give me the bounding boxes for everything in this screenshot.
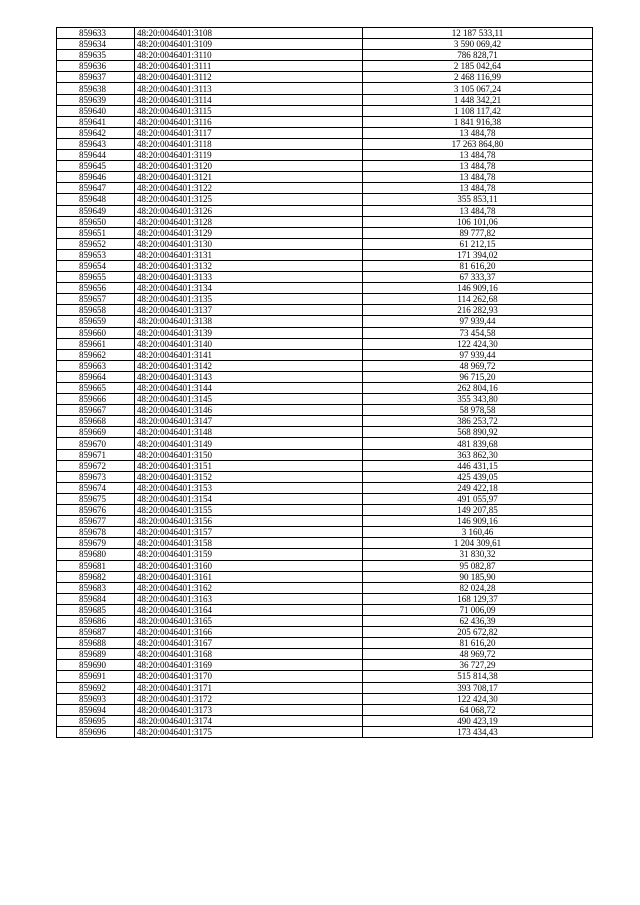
cadastral-value-cell: 355 853,11	[363, 194, 593, 205]
cadastral-value-cell: 515 814,38	[363, 671, 593, 682]
cadastral-number-cell: 48:20:0046401:3112	[135, 72, 363, 83]
row-number-cell: 859693	[57, 693, 135, 704]
row-number-cell: 859642	[57, 127, 135, 138]
cadastral-value-cell: 13 484,78	[363, 205, 593, 216]
row-number-cell: 859659	[57, 316, 135, 327]
cadastral-value-cell: 64 068,72	[363, 704, 593, 715]
cadastral-value-cell: 97 939,44	[363, 316, 593, 327]
cadastral-value-cell: 481 839,68	[363, 438, 593, 449]
cadastral-value-cell: 31 830,32	[363, 549, 593, 560]
cadastral-number-cell: 48:20:0046401:3120	[135, 161, 363, 172]
cadastral-value-cell: 95 082,87	[363, 560, 593, 571]
cadastral-value-cell: 62 436,39	[363, 615, 593, 626]
cadastral-number-cell: 48:20:0046401:3164	[135, 604, 363, 615]
table-row	[57, 427, 593, 438]
table-row	[57, 460, 593, 471]
table-row	[57, 294, 593, 305]
table-row	[57, 649, 593, 660]
cadastral-number-cell: 48:20:0046401:3126	[135, 205, 363, 216]
cadastral-number-cell: 48:20:0046401:3158	[135, 538, 363, 549]
row-number-cell: 859664	[57, 371, 135, 382]
cadastral-value-cell: 1 841 916,38	[363, 116, 593, 127]
cadastral-number-cell: 48:20:0046401:3175	[135, 726, 363, 737]
cadastral-number-cell: 48:20:0046401:3161	[135, 571, 363, 582]
cadastral-number-cell: 48:20:0046401:3141	[135, 349, 363, 360]
cadastral-value-cell: 122 424,30	[363, 338, 593, 349]
row-number-cell: 859696	[57, 726, 135, 737]
cadastral-number-cell: 48:20:0046401:3117	[135, 127, 363, 138]
row-number-cell: 859684	[57, 593, 135, 604]
cadastral-number-cell: 48:20:0046401:3143	[135, 371, 363, 382]
table-row	[57, 205, 593, 216]
row-number-cell: 859675	[57, 493, 135, 504]
cadastral-number-cell: 48:20:0046401:3155	[135, 505, 363, 516]
table-row	[57, 405, 593, 416]
cadastral-number-cell: 48:20:0046401:3137	[135, 305, 363, 316]
row-number-cell: 859647	[57, 183, 135, 194]
table-row	[57, 482, 593, 493]
cadastral-value-cell: 3 160,46	[363, 527, 593, 538]
row-number-cell: 859677	[57, 516, 135, 527]
cadastral-value-cell: 2 185 042,64	[363, 61, 593, 72]
cadastral-value-cell: 81 616,20	[363, 638, 593, 649]
cadastral-number-cell: 48:20:0046401:3108	[135, 28, 363, 39]
table-row	[57, 161, 593, 172]
cadastral-number-cell: 48:20:0046401:3129	[135, 227, 363, 238]
row-number-cell: 859689	[57, 649, 135, 660]
row-number-cell: 859673	[57, 471, 135, 482]
cadastral-number-cell: 48:20:0046401:3133	[135, 272, 363, 283]
row-number-cell: 859692	[57, 682, 135, 693]
cadastral-value-cell: 73 454,58	[363, 327, 593, 338]
table-row	[57, 627, 593, 638]
cadastral-value-cell: 12 187 533,11	[363, 28, 593, 39]
row-number-cell: 859649	[57, 205, 135, 216]
cadastral-number-cell: 48:20:0046401:3139	[135, 327, 363, 338]
row-number-cell: 859679	[57, 538, 135, 549]
cadastral-number-cell: 48:20:0046401:3159	[135, 549, 363, 560]
row-number-cell: 859695	[57, 715, 135, 726]
row-number-cell: 859656	[57, 283, 135, 294]
table-row	[57, 61, 593, 72]
cadastral-value-cell: 363 862,30	[363, 449, 593, 460]
cadastral-number-cell: 48:20:0046401:3174	[135, 715, 363, 726]
table-row	[57, 527, 593, 538]
row-number-cell: 859671	[57, 449, 135, 460]
row-number-cell: 859690	[57, 660, 135, 671]
cadastral-value-cell: 393 708,17	[363, 682, 593, 693]
table-row	[57, 493, 593, 504]
row-number-cell: 859670	[57, 438, 135, 449]
cadastral-number-cell: 48:20:0046401:3153	[135, 482, 363, 493]
table-row	[57, 660, 593, 671]
table-row	[57, 638, 593, 649]
table-row	[57, 260, 593, 271]
cadastral-value-cell: 122 424,30	[363, 693, 593, 704]
row-number-cell: 859694	[57, 704, 135, 715]
row-number-cell: 859652	[57, 238, 135, 249]
cadastral-value-cell: 146 909,16	[363, 283, 593, 294]
table-row	[57, 538, 593, 549]
row-number-cell: 859644	[57, 150, 135, 161]
cadastral-number-cell: 48:20:0046401:3168	[135, 649, 363, 660]
cadastral-value-cell: 146 909,16	[363, 516, 593, 527]
table-row	[57, 582, 593, 593]
row-number-cell: 859641	[57, 116, 135, 127]
table-row	[57, 449, 593, 460]
cadastral-number-cell: 48:20:0046401:3122	[135, 183, 363, 194]
table-row	[57, 593, 593, 604]
table-row	[57, 127, 593, 138]
row-number-cell: 859660	[57, 327, 135, 338]
cadastral-value-cell: 786 828,71	[363, 50, 593, 61]
row-number-cell: 859654	[57, 260, 135, 271]
row-number-cell: 859687	[57, 627, 135, 638]
cadastral-value-cell: 13 484,78	[363, 172, 593, 183]
row-number-cell: 859665	[57, 383, 135, 394]
cadastral-value-cell: 61 212,15	[363, 238, 593, 249]
cadastral-value-cell: 48 969,72	[363, 360, 593, 371]
table-row	[57, 671, 593, 682]
cadastral-value-cell: 355 343,80	[363, 394, 593, 405]
table-row	[57, 560, 593, 571]
table-row	[57, 471, 593, 482]
table-row	[57, 83, 593, 94]
cadastral-number-cell: 48:20:0046401:3150	[135, 449, 363, 460]
table-row	[57, 272, 593, 283]
table-row	[57, 216, 593, 227]
row-number-cell: 859685	[57, 604, 135, 615]
cadastral-number-cell: 48:20:0046401:3157	[135, 527, 363, 538]
cadastral-number-cell: 48:20:0046401:3134	[135, 283, 363, 294]
cadastral-value-table	[56, 27, 593, 738]
row-number-cell: 859669	[57, 427, 135, 438]
row-number-cell: 859681	[57, 560, 135, 571]
cadastral-number-cell: 48:20:0046401:3115	[135, 105, 363, 116]
cadastral-number-cell: 48:20:0046401:3119	[135, 150, 363, 161]
cadastral-number-cell: 48:20:0046401:3128	[135, 216, 363, 227]
cadastral-value-cell: 13 484,78	[363, 127, 593, 138]
cadastral-number-cell: 48:20:0046401:3156	[135, 516, 363, 527]
table-row	[57, 338, 593, 349]
table-row	[57, 94, 593, 105]
table-row	[57, 194, 593, 205]
cadastral-value-cell: 82 024,28	[363, 582, 593, 593]
table-row	[57, 360, 593, 371]
cadastral-number-cell: 48:20:0046401:3163	[135, 593, 363, 604]
row-number-cell: 859635	[57, 50, 135, 61]
cadastral-number-cell: 48:20:0046401:3165	[135, 615, 363, 626]
row-number-cell: 859663	[57, 360, 135, 371]
row-number-cell: 859668	[57, 416, 135, 427]
cadastral-value-cell: 58 978,58	[363, 405, 593, 416]
cadastral-number-cell: 48:20:0046401:3171	[135, 682, 363, 693]
cadastral-value-cell: 1 204 309,61	[363, 538, 593, 549]
table-row	[57, 726, 593, 737]
row-number-cell: 859645	[57, 161, 135, 172]
table-row	[57, 516, 593, 527]
row-number-cell: 859680	[57, 549, 135, 560]
cadastral-number-cell: 48:20:0046401:3118	[135, 138, 363, 149]
cadastral-number-cell: 48:20:0046401:3125	[135, 194, 363, 205]
cadastral-value-cell: 568 890,92	[363, 427, 593, 438]
cadastral-value-cell: 67 333,37	[363, 272, 593, 283]
row-number-cell: 859640	[57, 105, 135, 116]
cadastral-number-cell: 48:20:0046401:3146	[135, 405, 363, 416]
table-row	[57, 604, 593, 615]
cadastral-number-cell: 48:20:0046401:3142	[135, 360, 363, 371]
row-number-cell: 859637	[57, 72, 135, 83]
row-number-cell: 859633	[57, 28, 135, 39]
cadastral-number-cell: 48:20:0046401:3148	[135, 427, 363, 438]
table-row	[57, 39, 593, 50]
cadastral-number-cell: 48:20:0046401:3167	[135, 638, 363, 649]
cadastral-value-cell: 48 969,72	[363, 649, 593, 660]
cadastral-value-cell: 446 431,15	[363, 460, 593, 471]
table-row	[57, 227, 593, 238]
cadastral-value-cell: 262 804,16	[363, 383, 593, 394]
cadastral-value-cell: 89 777,82	[363, 227, 593, 238]
row-number-cell: 859655	[57, 272, 135, 283]
cadastral-value-cell: 81 616,20	[363, 260, 593, 271]
table-row	[57, 138, 593, 149]
cadastral-value-cell: 490 423,19	[363, 715, 593, 726]
row-number-cell: 859676	[57, 505, 135, 516]
cadastral-number-cell: 48:20:0046401:3151	[135, 460, 363, 471]
cadastral-number-cell: 48:20:0046401:3111	[135, 61, 363, 72]
row-number-cell: 859688	[57, 638, 135, 649]
cadastral-value-cell: 205 672,82	[363, 627, 593, 638]
table-row	[57, 571, 593, 582]
cadastral-value-cell: 171 394,02	[363, 249, 593, 260]
cadastral-value-cell: 249 422,18	[363, 482, 593, 493]
cadastral-value-cell: 1 108 117,42	[363, 105, 593, 116]
row-number-cell: 859682	[57, 571, 135, 582]
cadastral-value-cell: 90 185,90	[363, 571, 593, 582]
cadastral-value-cell: 491 055,97	[363, 493, 593, 504]
cadastral-number-cell: 48:20:0046401:3109	[135, 39, 363, 50]
table-row	[57, 316, 593, 327]
cadastral-number-cell: 48:20:0046401:3131	[135, 249, 363, 260]
table-row	[57, 327, 593, 338]
table-row	[57, 615, 593, 626]
table-row	[57, 416, 593, 427]
cadastral-value-cell: 97 939,44	[363, 349, 593, 360]
cadastral-number-cell: 48:20:0046401:3132	[135, 260, 363, 271]
row-number-cell: 859636	[57, 61, 135, 72]
table-row	[57, 693, 593, 704]
table-row	[57, 438, 593, 449]
row-number-cell: 859646	[57, 172, 135, 183]
table-row	[57, 283, 593, 294]
row-number-cell: 859638	[57, 83, 135, 94]
cadastral-number-cell: 48:20:0046401:3116	[135, 116, 363, 127]
table-row	[57, 50, 593, 61]
row-number-cell: 859653	[57, 249, 135, 260]
cadastral-number-cell: 48:20:0046401:3113	[135, 83, 363, 94]
cadastral-number-cell: 48:20:0046401:3160	[135, 560, 363, 571]
cadastral-number-cell: 48:20:0046401:3162	[135, 582, 363, 593]
row-number-cell: 859661	[57, 338, 135, 349]
table-row	[57, 715, 593, 726]
table-row	[57, 704, 593, 715]
row-number-cell: 859666	[57, 394, 135, 405]
table-row	[57, 105, 593, 116]
cadastral-number-cell: 48:20:0046401:3147	[135, 416, 363, 427]
cadastral-value-cell: 13 484,78	[363, 161, 593, 172]
row-number-cell: 859686	[57, 615, 135, 626]
row-number-cell: 859674	[57, 482, 135, 493]
row-number-cell: 859657	[57, 294, 135, 305]
row-number-cell: 859648	[57, 194, 135, 205]
row-number-cell: 859678	[57, 527, 135, 538]
table-row	[57, 371, 593, 382]
table-row	[57, 172, 593, 183]
row-number-cell: 859658	[57, 305, 135, 316]
table-row	[57, 28, 593, 39]
cadastral-value-cell: 1 448 342,21	[363, 94, 593, 105]
cadastral-number-cell: 48:20:0046401:3149	[135, 438, 363, 449]
cadastral-value-cell: 3 105 067,24	[363, 83, 593, 94]
cadastral-number-cell: 48:20:0046401:3144	[135, 383, 363, 394]
cadastral-number-cell: 48:20:0046401:3170	[135, 671, 363, 682]
table-row	[57, 249, 593, 260]
table-body	[57, 28, 593, 738]
cadastral-value-cell: 13 484,78	[363, 183, 593, 194]
table-row	[57, 238, 593, 249]
cadastral-number-cell: 48:20:0046401:3169	[135, 660, 363, 671]
cadastral-value-cell: 149 207,85	[363, 505, 593, 516]
cadastral-number-cell: 48:20:0046401:3173	[135, 704, 363, 715]
cadastral-number-cell: 48:20:0046401:3121	[135, 172, 363, 183]
cadastral-value-cell: 3 590 069,42	[363, 39, 593, 50]
cadastral-value-cell: 2 468 116,99	[363, 72, 593, 83]
table-row	[57, 183, 593, 194]
cadastral-number-cell: 48:20:0046401:3135	[135, 294, 363, 305]
row-number-cell: 859650	[57, 216, 135, 227]
table-row	[57, 305, 593, 316]
cadastral-number-cell: 48:20:0046401:3114	[135, 94, 363, 105]
cadastral-number-cell: 48:20:0046401:3145	[135, 394, 363, 405]
table-row	[57, 349, 593, 360]
row-number-cell: 859634	[57, 39, 135, 50]
table-row	[57, 150, 593, 161]
table-row	[57, 549, 593, 560]
cadastral-number-cell: 48:20:0046401:3152	[135, 471, 363, 482]
table-row	[57, 72, 593, 83]
row-number-cell: 859683	[57, 582, 135, 593]
row-number-cell: 859643	[57, 138, 135, 149]
cadastral-value-cell: 173 434,43	[363, 726, 593, 737]
row-number-cell: 859672	[57, 460, 135, 471]
cadastral-value-cell: 386 253,72	[363, 416, 593, 427]
cadastral-value-cell: 36 727,29	[363, 660, 593, 671]
cadastral-value-cell: 71 006,09	[363, 604, 593, 615]
cadastral-value-cell: 17 263 864,80	[363, 138, 593, 149]
row-number-cell: 859639	[57, 94, 135, 105]
cadastral-value-cell: 106 101,06	[363, 216, 593, 227]
cadastral-value-cell: 425 439,05	[363, 471, 593, 482]
table-row	[57, 505, 593, 516]
cadastral-value-cell: 168 129,37	[363, 593, 593, 604]
cadastral-number-cell: 48:20:0046401:3154	[135, 493, 363, 504]
table-row	[57, 394, 593, 405]
row-number-cell: 859667	[57, 405, 135, 416]
row-number-cell: 859691	[57, 671, 135, 682]
cadastral-value-cell: 96 715,20	[363, 371, 593, 382]
cadastral-number-cell: 48:20:0046401:3110	[135, 50, 363, 61]
cadastral-number-cell: 48:20:0046401:3140	[135, 338, 363, 349]
cadastral-number-cell: 48:20:0046401:3172	[135, 693, 363, 704]
cadastral-value-cell: 216 282,93	[363, 305, 593, 316]
row-number-cell: 859651	[57, 227, 135, 238]
cadastral-number-cell: 48:20:0046401:3166	[135, 627, 363, 638]
table-row	[57, 682, 593, 693]
cadastral-number-cell: 48:20:0046401:3138	[135, 316, 363, 327]
table-row	[57, 383, 593, 394]
row-number-cell: 859662	[57, 349, 135, 360]
cadastral-value-cell: 114 262,68	[363, 294, 593, 305]
cadastral-number-cell: 48:20:0046401:3130	[135, 238, 363, 249]
cadastral-value-cell: 13 484,78	[363, 150, 593, 161]
table-row	[57, 116, 593, 127]
